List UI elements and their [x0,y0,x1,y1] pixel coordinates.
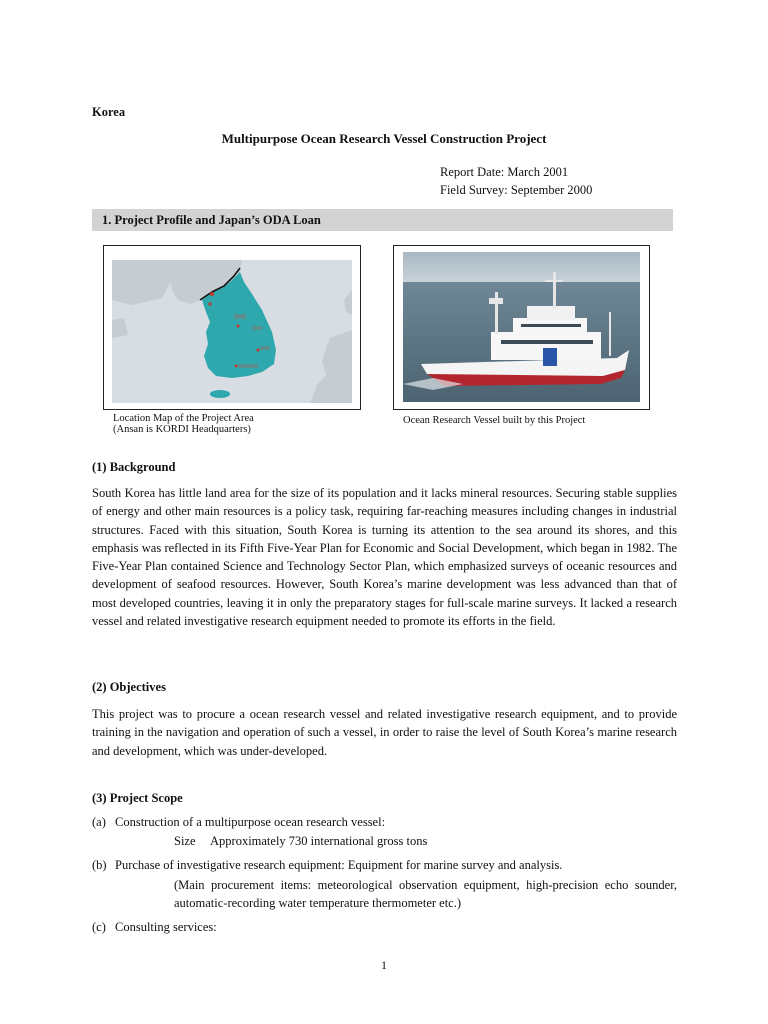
background-paragraph: South Korea has little land area for the size of its population and it lacks mineral resources. Securing stable supplies of energy and other main resources is a policy task, requiring far-reaching measures including changes in industrial structures. Faced with this situation, South Korea is turning its attention to the sea around its shores, and this emphasis was reflected in its Fifth Five-Year Plan for Economic and Social Development, which began in 1982. The Five-Year Plan contained Science and Technology Sector Plan, which emphasized surveys of oceanic resources and development of seafood resources. However, South Korea’s marine development was less advanced than that of most developed countries, leaving it in only the preparatory stages for full-scale marine surveys. It lacked a research vessel and related investigative research equipment needed to promote its efforts in the field. [92,486,677,629]
report-date: Report Date: March 2001 [440,165,569,179]
scope-a-size-value: Approximately 730 international gross tons [210,834,428,848]
map-caption [113,413,254,435]
document-title: Multipurpose Ocean Research Vessel Construction Project [221,131,547,146]
map-caption-line2: (Ansan is KORDI Headquarters) [113,424,251,435]
section-title: 1. Project Profile and Japan’s ODA Loan [102,213,321,227]
map-caption-line1: Location Map of the Project Area [113,413,254,424]
section-heading-bar [92,209,673,231]
background-heading: (1) Background [92,460,176,474]
vessel-caption: Ocean Research Vessel built by this Project [403,415,586,426]
country-label: Korea [92,105,126,119]
scope-c-label: (c) [92,920,106,934]
scope-a-label: (a) [92,815,106,829]
scope-b-label: (b) [92,858,107,872]
scope-b-detail: (Main procurement items: meteorological observation equipment, high-precision echo sounder, automatic-recording water temperature thermometer etc.) [174,878,677,911]
field-survey-date: Field Survey: September 2000 [440,183,593,197]
page-number: 1 [381,958,387,972]
vessel-photo-figure [393,245,650,410]
scope-heading: (3) Project Scope [92,791,183,805]
location-map-figure [103,245,361,410]
report-meta [440,163,592,199]
scope-b-text: Purchase of investigative research equipment: Equipment for marine survey and analysis. [115,858,563,872]
korea-map-image [112,260,352,403]
objectives-heading: (2) Objectives [92,680,166,694]
scope-c-text: Consulting services: [115,920,217,934]
research-vessel-photo [403,252,640,402]
objectives-paragraph: This project was to procure a ocean research vessel and related investigative research equipment, and to provide training in the navigation and operation of such a vessel, in order to raise the level of South Korea’s marine research and development, which was under-developed. [92,707,677,758]
scope-a-text: Construction of a multipurpose ocean research vessel: [115,815,386,829]
scope-a-size-label: Size [174,834,196,848]
